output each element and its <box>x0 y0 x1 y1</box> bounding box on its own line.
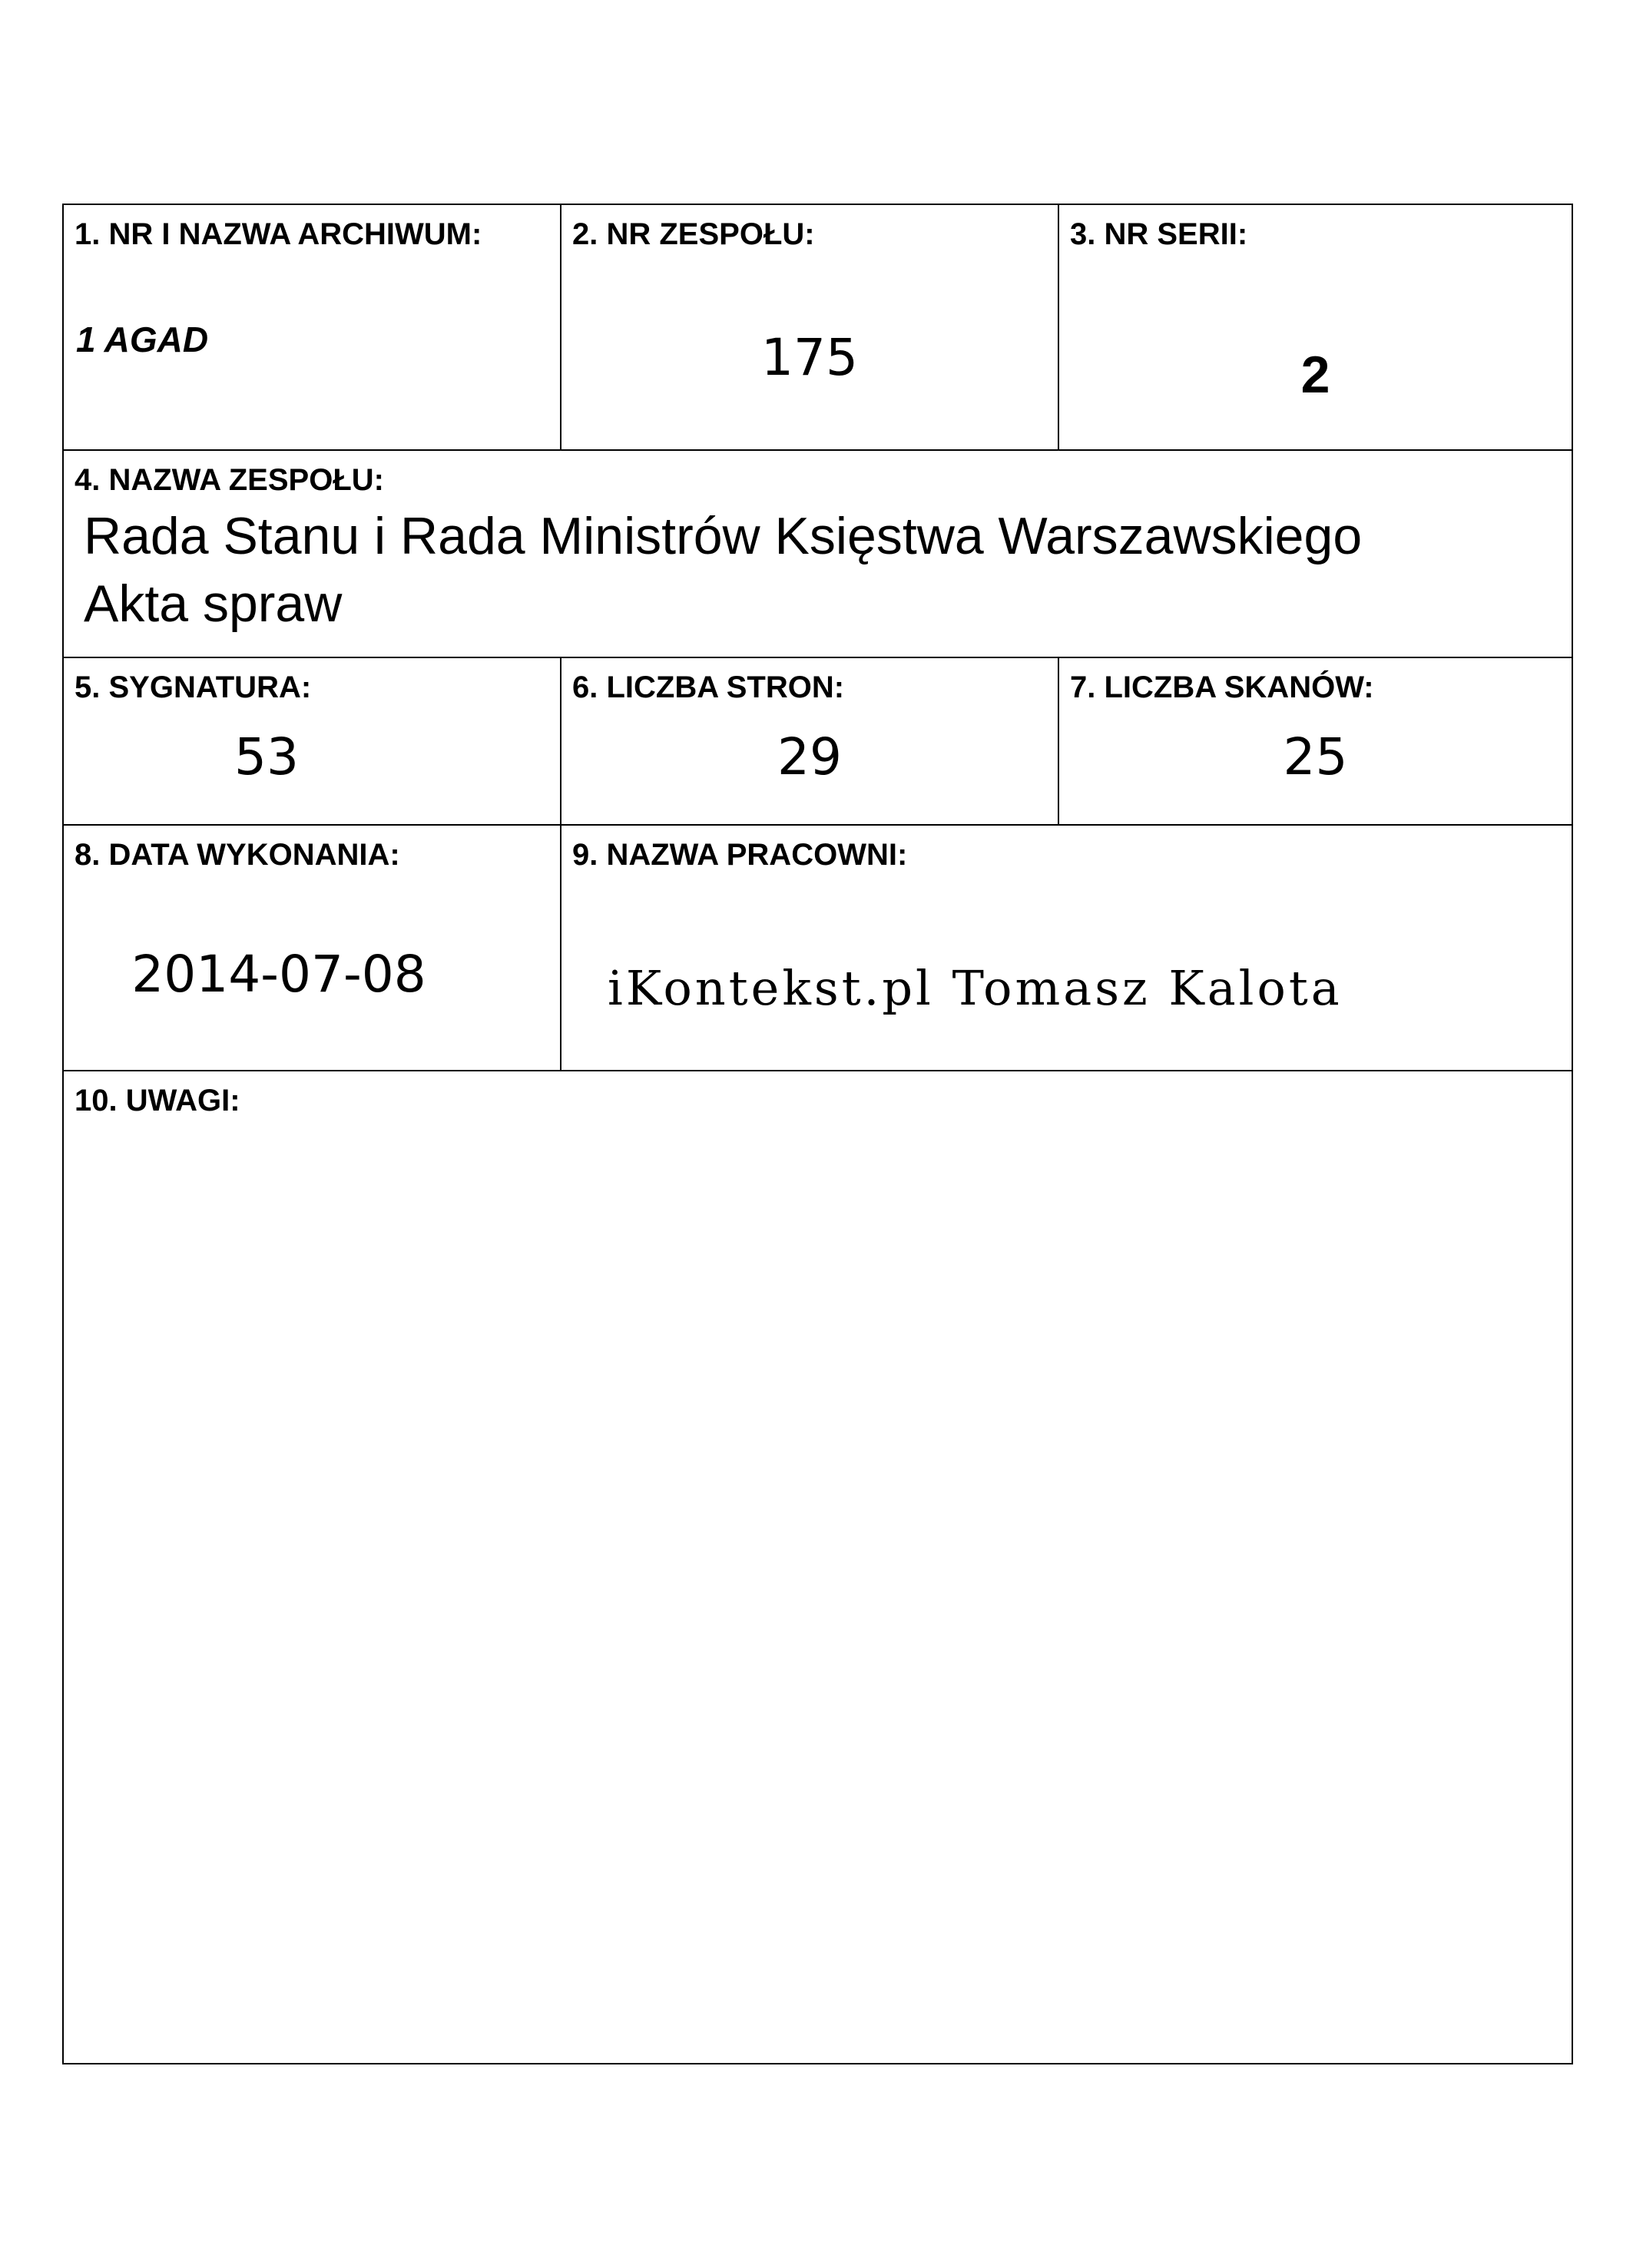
series-number-cell <box>1059 205 1572 451</box>
page-count-value: 29 <box>777 727 842 786</box>
fonds-name-line-2: Akta spraw <box>84 574 343 633</box>
remarks-cell <box>64 1071 1572 2063</box>
scan-count-label: 7. LICZBA SKANÓW: <box>1070 670 1374 704</box>
scan-count-cell <box>1059 658 1572 826</box>
date-value: 2014-07-08 <box>131 945 426 1004</box>
archive-value: 1 AGAD <box>76 320 209 359</box>
fonds-number-label: 2. NR ZESPOŁU: <box>572 217 815 251</box>
fonds-name-line-1: Rada Stanu i Rada Ministrów Księstwa Warszawskiego <box>84 507 1363 565</box>
fonds-number-value: 175 <box>761 328 858 387</box>
archive-cell <box>64 205 561 451</box>
remarks-label: 10. UWAGI: <box>75 1084 240 1117</box>
scan-count-value: 25 <box>1283 727 1348 786</box>
page-count-cell <box>561 658 1059 826</box>
workshop-cell <box>561 826 1572 1071</box>
archive-label: 1. NR I NAZWA ARCHIWUM: <box>75 217 482 251</box>
signature-value: 53 <box>234 727 299 786</box>
date-cell <box>64 826 561 1071</box>
workshop-label: 9. NAZWA PRACOWNI: <box>572 838 908 872</box>
fonds-name-cell <box>64 451 1572 658</box>
date-label: 8. DATA WYKONANIA: <box>75 838 400 872</box>
series-number-value: 2 <box>1300 346 1330 404</box>
signature-label: 5. SYGNATURA: <box>75 670 312 704</box>
workshop-value: iKontekst.pl Tomasz Kalota <box>608 960 1343 1016</box>
fonds-name-label: 4. NAZWA ZESPOŁU: <box>75 463 384 497</box>
page-count-label: 6. LICZBA STRON: <box>572 670 845 704</box>
archive-metadata-form <box>62 204 1573 2064</box>
fonds-number-cell <box>561 205 1059 451</box>
signature-cell <box>64 658 561 826</box>
series-number-label: 3. NR SERII: <box>1070 217 1248 251</box>
